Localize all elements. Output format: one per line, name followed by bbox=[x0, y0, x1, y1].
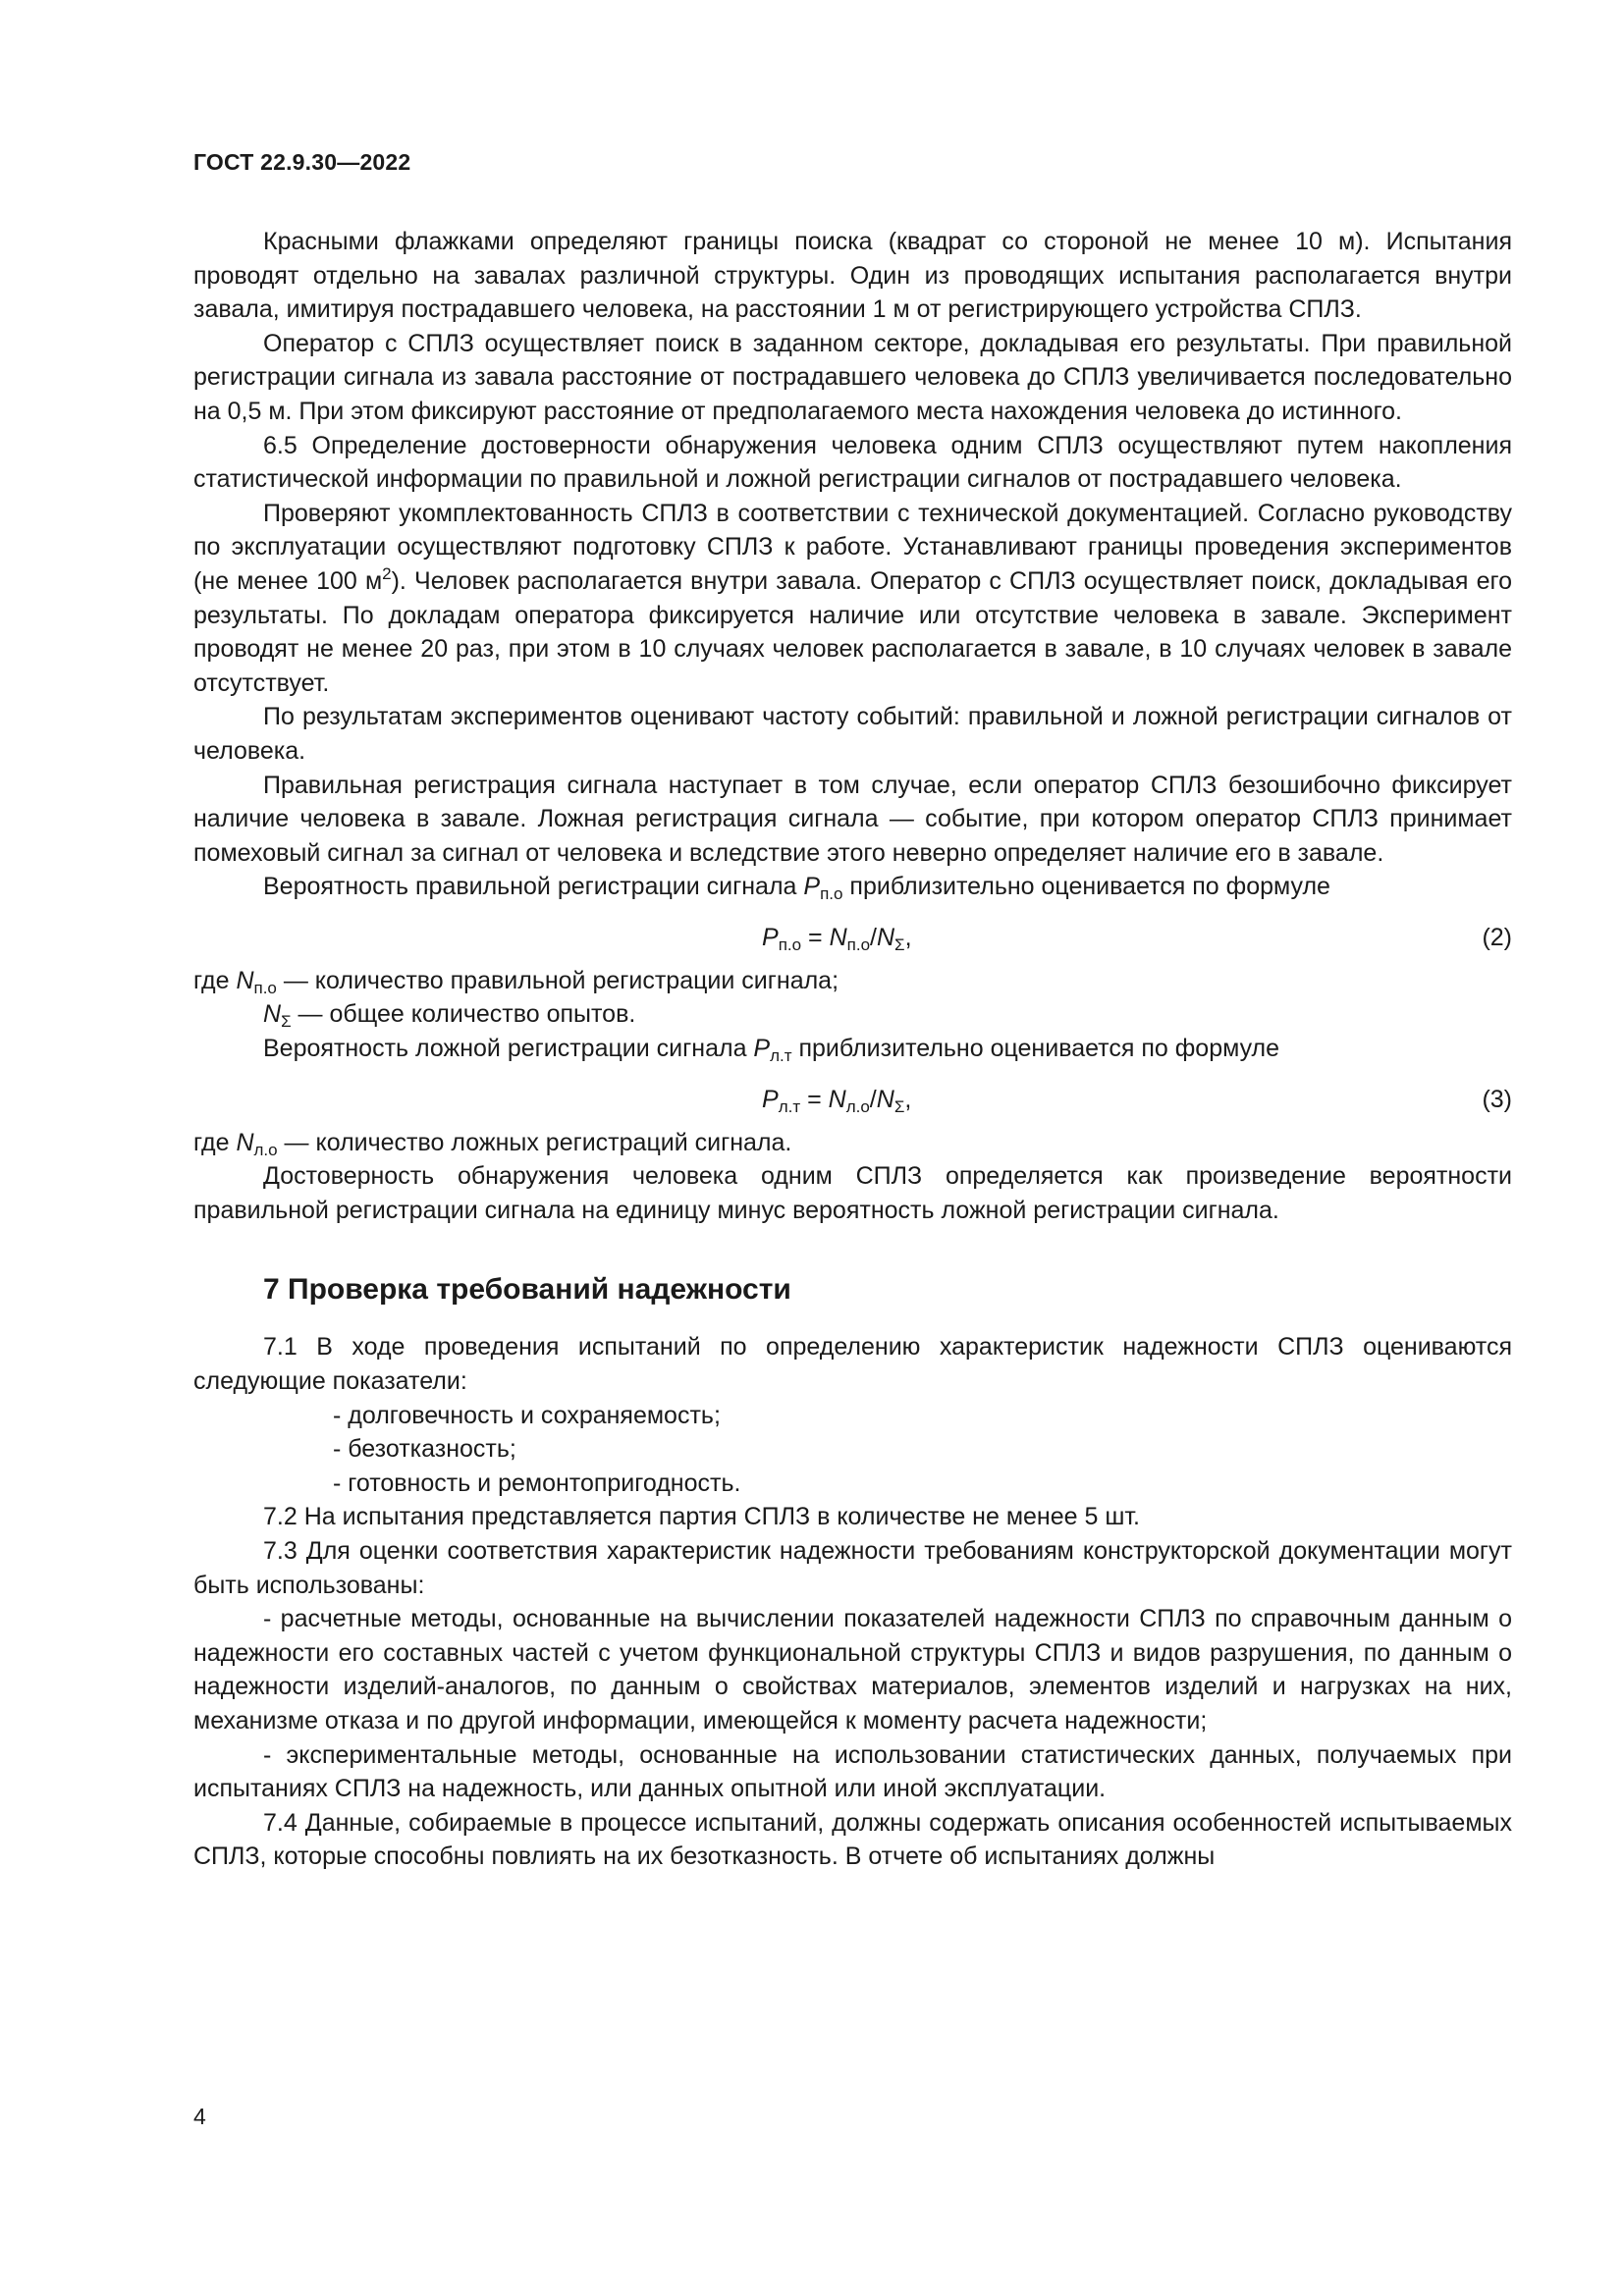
formula-2-expression: $P_{п.о} = N_{п.о}/N_\Sigma$, bbox=[762, 923, 912, 954]
paragraph-clause-7-2: 7.2 На испытания представляется партия СПЛЗ в количестве не менее 5 шт. bbox=[263, 1503, 1141, 1531]
paragraph-clause-7-4: 7.4 Данные, собираемые в процессе испытаний, должны содержать описания особенностей испытываемых СПЛЗ, которые способны повлиять на их безотказность. В отчете об испытаниях должны bbox=[193, 1808, 1512, 1871]
section-heading: 7 Проверка требований надежности bbox=[263, 1273, 791, 1307]
paragraph: - экспериментальные методы, основанные на использовании статистических данных, получаемых при испытаниях СПЛЗ на надежность, или данных опытной или иной эксплуатации. bbox=[193, 1740, 1512, 1803]
formula-3-expression: $P_{л.т} = N_{л.о}/N_\Sigma$, bbox=[762, 1085, 912, 1116]
paragraph: Правильная регистрация сигнала наступает в том случае, если оператор СПЛЗ безошибочно фиксирует наличие человека в завале. Ложная регистрация сигнала — событие, при котором оператор СПЛЗ принимает помеховый сигнал за сигнал от человека и вследствие этого неверно определяет наличие его в завале. bbox=[193, 771, 1512, 867]
formula-3 bbox=[193, 1079, 1512, 1121]
paragraph-clause-7-1: 7.1 В ходе проведения испытаний по определению характеристик надежности СПЛЗ оцениваются следующие показатели: bbox=[193, 1333, 1512, 1396]
page-number: 4 bbox=[193, 2104, 206, 2129]
formula-3-number: (3) bbox=[1482, 1085, 1512, 1113]
paragraph: По результатам экспериментов оценивают частоту событий: правильной и ложной регистрации сигналов от человека. bbox=[193, 703, 1512, 765]
paragraph: Вероятность ложной регистрации сигнала $P_{л.т}$ приблизительно оценивается по формуле bbox=[263, 1035, 1280, 1066]
paragraph: Оператор с СПЛЗ осуществляет поиск в заданном секторе, докладывая его результаты. При правильной регистрации сигнала из завала расстояние от пострадавшего человека до СПЛЗ увеличивается последовательно на 0,5 м. При этом фиксируют расстояние от предполагаемого места нахождения человека до истинного. bbox=[193, 329, 1512, 425]
paragraph: Вероятность правильной регистрации сигнала $P_{п.о}$ приблизительно оценивается по формуле bbox=[263, 873, 1330, 904]
where-line: где $N_{п.о}$ — количество правильной регистрации сигнала; bbox=[193, 966, 839, 997]
formula-2 bbox=[193, 917, 1512, 959]
list-item: - безотказность; bbox=[333, 1435, 516, 1464]
list-item: - готовность и ремонтопригодность. bbox=[333, 1468, 741, 1497]
list-item: - долговечность и сохраняемость; bbox=[333, 1401, 721, 1429]
paragraph: Проверяют укомплектованность СПЛЗ в соответствии с технической документацией. Согласно руководству по эксплуатации осуществляют подготовку СПЛЗ к работе. Устанавливают границы проведения экспериментов (не менее 100 $м^2$). Человек располагается внутри завала. Оператор с СПЛЗ осуществляет поиск, докладывая его результаты. По докладам оператора фиксируется наличие или отсутствие человека в завале. Эксперимент проводят не менее 20 раз, при этом в 10 случаях человек располагается в завале, в 10 случаях человек в завале отсутствует. bbox=[193, 499, 1512, 697]
where-line: где $N_{л.о}$ — количество ложных регистраций сигнала. bbox=[193, 1128, 792, 1159]
paragraph: - расчетные методы, основанные на вычислении показателей надежности СПЛЗ по справочным данным о надежности его составных частей с учетом функциональной структуры СПЛЗ и видов разрушения, по данным о надежности изделий-аналогов, по данным о свойствах материалов, элементов изделий и нагрузках на них, механизме отказа и по другой информации, имеющейся к моменту расчета надежности; bbox=[193, 1605, 1512, 1735]
paragraph-clause-6-5: 6.5 Определение достоверности обнаружения человека одним СПЛЗ осуществляют путем накопления статистической информации по правильной и ложной регистрации сигналов от пострадавшего человека. bbox=[193, 431, 1512, 494]
paragraph: Достоверность обнаружения человека одним СПЛЗ определяется как произведение вероятности правильной регистрации сигнала на единицу минус вероятность ложной регистрации сигнала. bbox=[193, 1162, 1512, 1224]
paragraph: Красными флажками определяют границы поиска (квадрат со стороной не менее 10 м). Испытания проводят отдельно на завалах различной структуры. Один из проводящих испытания располагается внутри завала, имитируя пострадавшего человека, на расстоянии 1 м от регистрирующего устройства СПЛЗ. bbox=[193, 228, 1512, 324]
document-id-header: ГОСТ 22.9.30—2022 bbox=[193, 149, 411, 175]
document-body bbox=[193, 225, 1512, 1874]
formula-2-number: (2) bbox=[1482, 923, 1512, 951]
paragraph-clause-7-3: 7.3 Для оценки соответствия характеристик надежности требованиям конструкторской документации могут быть использованы: bbox=[193, 1537, 1512, 1599]
where-line: $N_\Sigma$ — общее количество опытов. bbox=[263, 1000, 636, 1032]
